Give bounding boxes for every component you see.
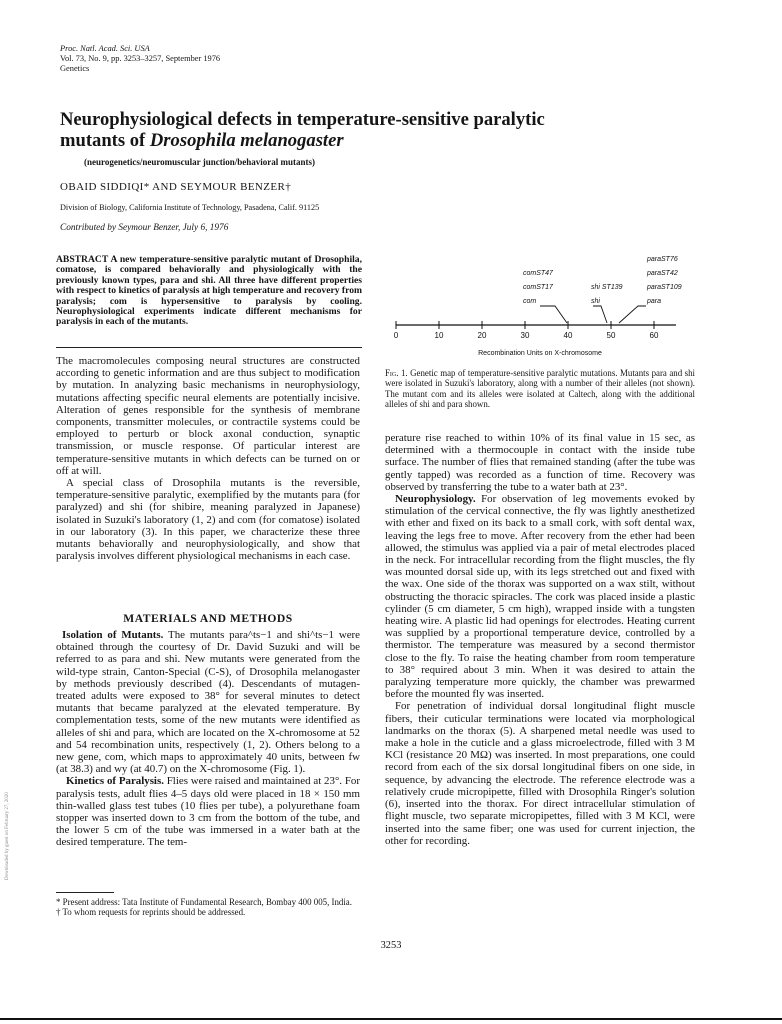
- methods-left: [56, 629, 360, 849]
- genetic-map-svg: [380, 250, 700, 362]
- genetic-map-figure: [380, 250, 700, 362]
- label-com-st47: comST47: [523, 270, 553, 277]
- page-number: 3253: [380, 940, 402, 951]
- kinetics-paragraph: [56, 775, 360, 848]
- tick-20: 20: [477, 331, 487, 340]
- journal-volume: Vol. 73, No. 9, pp. 3253–3257, September 1976: [60, 54, 221, 63]
- label-com-st17: comST17: [523, 284, 553, 291]
- footnote-2: † To whom requests for reprints should be addressed.: [56, 907, 246, 917]
- tick-10: 10: [434, 331, 444, 340]
- isolation-paragraph: [56, 629, 360, 775]
- journal-name: Proc. Natl. Acad. Sci. USA: [60, 44, 150, 53]
- authors: OBAID SIDDIQI* AND SEYMOUR BENZER†: [60, 181, 292, 193]
- intro-paragraph-2: A special class of Drosophila mutants is the reversible, temperature-sensitive paralytic, exemplified by the mutants para (for paralyzed) and shi (for shibire, meaning paralyzed in Japanese) isolated in Suzuki's laboratory (1, 2) and com (for comatose) isolated in our laboratory (3). In this paper, we characterize these three mutants behaviorally and neurophysiologically, and show that paralysis involves different physiological mechanisms in each case.: [56, 477, 360, 563]
- penetration-paragraph: For penetration of individual dorsal longitudinal flight muscle fibers, their cuticular terminations were located via morphological landmarks on the thorax (5). A sharpened metal needle was used to make a hole in the cuticle and a glass microelectrode, filled with 3 M KCl (resistance 20 MΩ) was inserted. In most preparations, one could record from each of the six dorsal longitudinal fibers on one side, in sequence, by advancing the electrode. The reference electrode was a relatively crude micropipette, filled with Drosophila Ringer's solution (6), inserted into the thorax. For direct intracellular stimulation of flight muscle, two separate micropipettes, filled with 3 M KCl, were inserted into the same fiber; one was used for current injection, the other for recording.: [385, 700, 695, 847]
- affiliation: Division of Biology, California Institute of Technology, Pasadena, Calif. 91125: [60, 203, 320, 212]
- methods-right: [385, 432, 695, 847]
- bottom-rule: [0, 1018, 782, 1020]
- neurophysiology-paragraph: [385, 493, 695, 700]
- intro-paragraph-1: The macromolecules composing neural structures are constructed according to genetic information and are thus subject to modification by mutation. In analyzing basic mechanisms in neurophysiology, mutations affecting specific neural elements are potentially incisive. Alteration of genes responsible for the synthesis of membrane components, transmitter molecules, or contractile systems could be employed to perturb or block axonal conduction, synaptic transmission, or muscle response. Of particular interest are temperature-sensitive mutants in which defects can be turned on or off at will.: [56, 355, 360, 477]
- title-line-1: Neurophysiological defects in temperature-sensitive paralytic: [60, 109, 545, 130]
- label-shi: shi: [591, 298, 600, 305]
- label-para-st109: paraST109: [647, 284, 682, 291]
- tick-40: 40: [563, 331, 573, 340]
- abstract-divider: [56, 347, 362, 348]
- footnotes: [56, 897, 360, 917]
- figure-caption: [385, 368, 695, 410]
- tick-30: 30: [520, 331, 530, 340]
- download-note: Downloaded by guest on February 27, 2020: [5, 792, 10, 880]
- keywords: (neurogenetics/neuromuscular junction/behavioral mutants): [84, 157, 316, 167]
- tick-0: 0: [393, 331, 399, 340]
- label-para-st76: paraST76: [647, 256, 678, 263]
- paper-title: [60, 109, 660, 151]
- neurophysiology-text: For observation of leg movements evoked by stimulation of the cervical connective, the fly was lightly anesthetized with ether and fixed on its back to a small cork, with soft dental wax, leaving the legs free to move. After recovery from the ether had been allowed, the stimulus was applied via a pair of metal electrodes placed in the neck. For intracellular recording from the flight muscles, the fly was mounted dorsal side up, with its legs stretched out and fixed with the wax. One side of the thorax was supported on a wax stilt, without obstructing the thoracic spiracles. The cork was placed inside a plastic cylinder (5 cm diameter, 5 cm high), wrapped inside with a tungsten heating wire. A plastic lid had openings for electrodes. Heating current was supplied by a proportional temperature device, controlled by a thermistor. The temperature was measured by a second thermistor close to the fly. To raise the heating chamber from room temperature to 38° required about 3 min. When it was desired to attain the paralyzing temperature more quickly, the chamber was prewarmed before the mounted fly was inserted.: [385, 493, 695, 701]
- caption-text: Genetic map of temperature-sensitive paralytic mutations. Mutants para and shi were isolated in Suzuki's laboratory, along with a number of their alleles (not shown). The mutant com and its alleles were isolated at Caltech, along with the additional alleles of shi and para shown.: [385, 368, 695, 410]
- journal-section: Genetics: [60, 64, 90, 73]
- abstract: ABSTRACT A new temperature-sensitive paralytic mutant of Drosophila, comatose, is compared behaviorally and physiologically with the previously known types, para and shi. All three have different properties with respect to kinetics of paralysis at high temperature and recovery from paralysis; com is hypersensitive to paralysis by cooling. Neurophysiological experiments indicate different mechanisms for paralysis in each of the mutants.: [56, 254, 362, 328]
- label-para: para: [647, 298, 662, 305]
- label-shi-st139: shi ST139: [591, 284, 623, 291]
- kinetics-heading: Kinetics of Paralysis.: [66, 775, 164, 788]
- introduction: [56, 355, 360, 562]
- neurophysiology-heading: Neurophysiology.: [395, 493, 476, 506]
- isolation-text: The mutants para^ts−1 and shi^ts−1 were obtained through the courtesy of Dr. David Suzuki and will be referred to as para and shi. New mutants were generated from the wild-type strain, Canton-Special (C-S), of Drosophila melanogaster by methods previously described (4). Descendants of mutagen-treated adults were exposed to 38° for several minutes to detect mutants that became paralyzed at the elevated temperature. By complementation tests, some of the new mutants were identified as alleles of shi and para, which are located on the X-chromosome at 52 and 54 recombination units, respectively (1, 2). Others belong to a new gene, com, which maps to approximately 40 units, between fw (at 38.3) and wy (at 40.7) on the X-chromosome (Fig. 1).: [56, 629, 360, 776]
- continuation-paragraph: perature rise reached to within 10% of its final value in 15 sec, as determined with a thermocouple in contact with the inside tube surface. The number of flies that remained standing (after the tube was gently tapped) was recorded as a function of time. Recovery was observed by transferring the tube to a water bath at 23°.: [385, 432, 695, 493]
- title-species: Drosophila melanogaster: [149, 130, 344, 151]
- footnote-divider: [56, 892, 114, 893]
- label-para-st42: paraST42: [647, 270, 678, 277]
- kinetics-text: Flies were raised and maintained at 23°. For paralysis tests, adult flies 4–5 days old were placed in 18 × 150 mm thin-walled glass test tubes (10 flies per tube), a polyurethane foam stopper was inserted down to 3 cm from the bottom of the tube, and the lower 5 cm of the tube was immersed in a water bath at the desired temperature. The tem-: [56, 775, 360, 849]
- methods-heading: MATERIALS AND METHODS: [123, 612, 293, 625]
- footnote-1: * Present address: Tata Institute of Fundamental Research, Bombay 400 005, India.: [56, 897, 352, 907]
- tick-60: 60: [649, 331, 659, 340]
- caption-label: Fig. 1.: [385, 368, 408, 378]
- journal-header: [60, 44, 220, 74]
- label-com: com: [523, 298, 537, 305]
- tick-50: 50: [606, 331, 616, 340]
- isolation-heading: Isolation of Mutants.: [62, 629, 164, 641]
- map-leader-lines: [540, 306, 646, 323]
- title-line-2: mutants of: [60, 130, 150, 151]
- contributed-by: Contributed by Seymour Benzer, July 6, 1976: [60, 223, 229, 233]
- axis-label: Recombination Units on X-chromosome: [478, 350, 602, 357]
